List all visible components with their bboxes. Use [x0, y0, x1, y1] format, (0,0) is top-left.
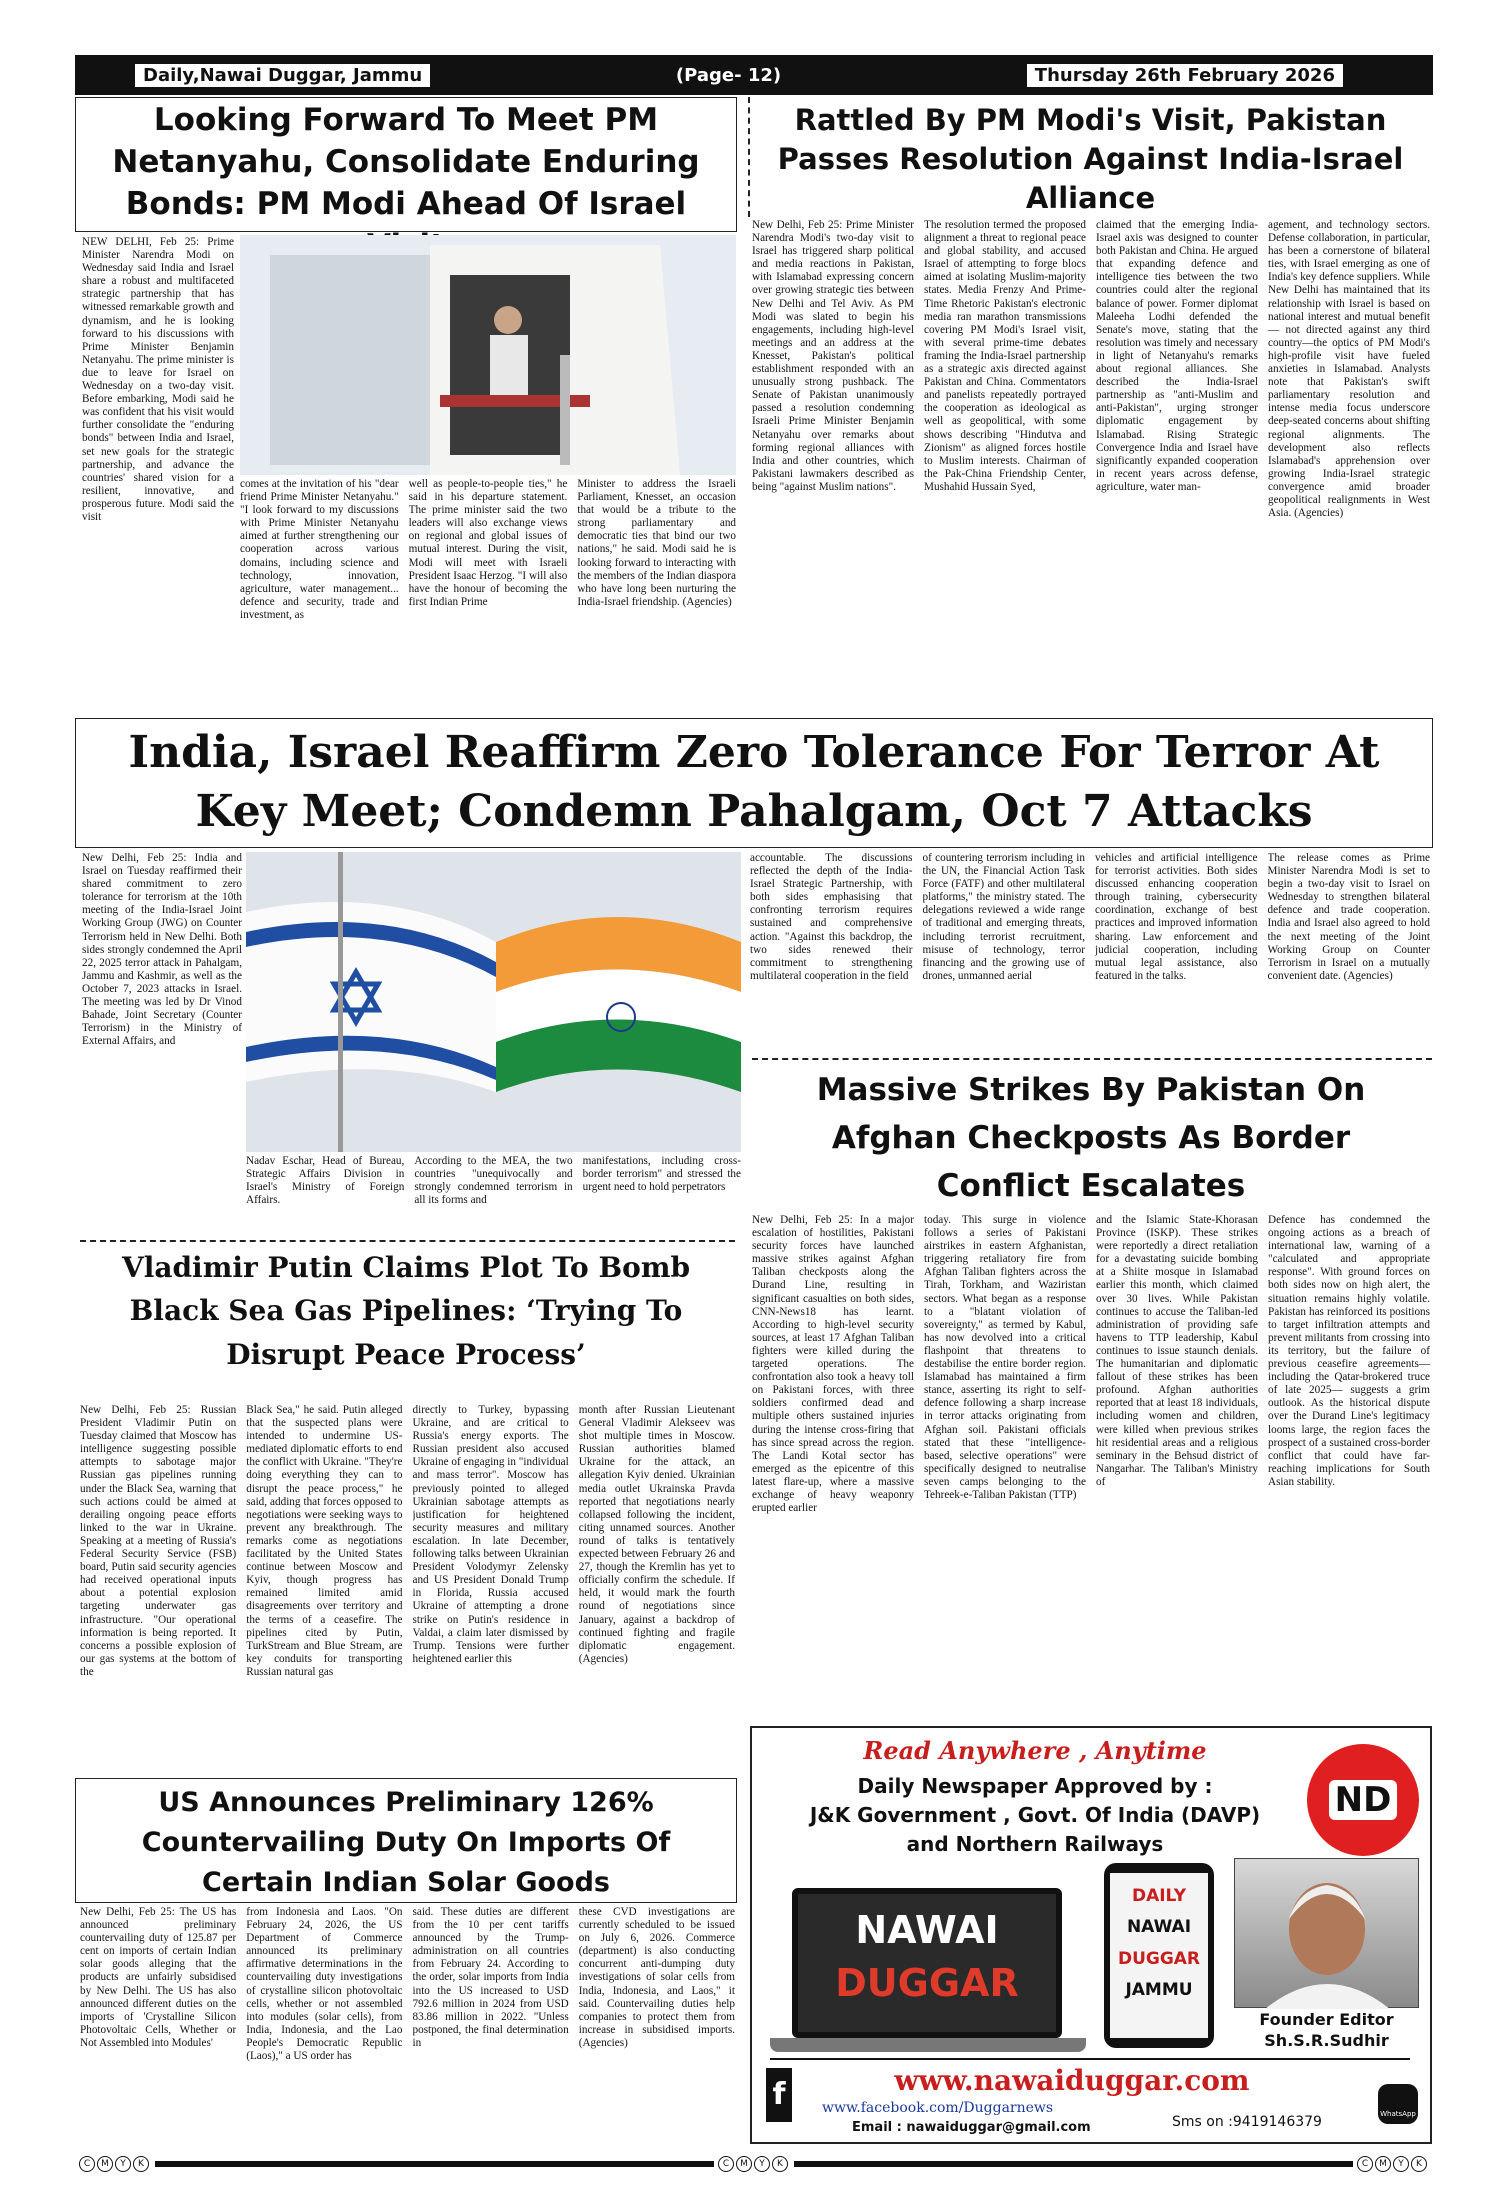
- article-5-col2: Black Sea," he said. Putin alleged that the suspected plans were intended to undermine US-mediated diplomatic efforts to end the conflict with Ukraine. "They're doing everything they can to disrupt the peace process," he said, adding that forces opposed to negotiations were seeking ways to prevent any breakthrough. The remarks come as negotiations facilitated by the United States continue between Moscow and Kyiv, though progress has remained limited amid disagreements over territory and the terms of a ceasefire. The pipelines cited by Putin, TurkStream and Blue Stream, are key conduits for transporting Russian natural gas: [246, 1404, 403, 1678]
- ad-phone-line3: DUGGAR: [1117, 1948, 1201, 1969]
- masthead-bar: [75, 55, 1433, 95]
- whatsapp-label: WhatsApp: [1380, 2110, 1416, 2118]
- article-6-body: [80, 1906, 735, 2136]
- reg-y: Y: [115, 2156, 131, 2172]
- article-6-headline: US Announces Preliminary 126% Countervailing Duty On Imports Of Certain Indian Solar Goods: [141, 1787, 671, 1898]
- article-3-col8: The release comes as Prime Minister Narendra Modi is set to begin a two-day visit to Israel on Wednesday to strengthen bilateral defence and trade cooperation. India and Israel also agreed to hold the next meeting of the Joint Working Group on Counter Terrorism in Israel on a mutually convenient date. (Agencies): [1267, 852, 1430, 982]
- reg-c: C: [1357, 2156, 1373, 2172]
- article-5-col1: New Delhi, Feb 25: Russian President Vladimir Putin on Tuesday claimed that Moscow has intelligence suggesting possible attempts to sabotage major Russian gas pipelines running under the Black Sea, warning that such actions could be aimed at derailing ongoing peace efforts linked to the war in Ukraine. Speaking at a meeting of Russia's Federal Security Service (FSB) board, Putin said security agencies had received operational inputs about a potential explosion targeting underwater gas infrastructure. "Our operational information is being reported. It concerns a possible explosion of our gas systems at the bottom of the: [80, 1404, 237, 1678]
- article-1-headline: Looking Forward To Meet PM Netanyahu, Consolidate Enduring Bonds: PM Modi Ahead Of Israel: [112, 102, 700, 222]
- article-3-body-right: [750, 852, 1430, 1055]
- ad-laptop-line2: DUGGAR: [835, 1961, 1019, 2006]
- ad-laptop-base: [770, 2038, 1086, 2052]
- article-1-photo: [240, 235, 736, 475]
- article-5-col3: directly to Turkey, bypassing Ukraine, and are critical to Russia's energy exports. The Russian president also accused Ukraine of engaging in "individual and mass terror". Moscow has previously pointed to alleged Ukrainian sabotage attempts as justification for heightened security measures and military escalation. In late December, following talks between Ukrainian President Volodymyr Zelensky and US President Donald Trump in Florida, Russia accused Ukraine of attempting a drone strike on Putin's residence in Valdai, a claim later dismissed by Trump. Tensions were further heightened earlier this: [412, 1404, 569, 1665]
- facebook-icon: f: [766, 2068, 792, 2122]
- article-3-col3: According to the MEA, the two countries "unequivocally and strongly condemned terrorism in all its forms and: [414, 1155, 573, 1207]
- masthead-page-number: (Page- 12): [675, 64, 782, 86]
- ad-laptop-screen: [792, 1888, 1062, 2038]
- page-footer: [75, 2152, 1433, 2176]
- article-6-col1: New Delhi, Feb 25: The US has announced preliminary countervailing duty of 125.87 per cent on imports of certain Indian solar goods alleging that the products are unfairly subsidised by New Delhi. The US has also announced different duties on the imports of 'Crystalline Silicon Photovoltaic Cells, Whether or Not Assembled into Modules': [80, 1906, 237, 2049]
- article-2-body: [752, 219, 1430, 715]
- reg-m: M: [97, 2156, 113, 2172]
- reg-y: Y: [1393, 2156, 1409, 2172]
- ad-approved-line2: J&K Government , Govt. Of India (DAVP): [809, 1803, 1261, 1827]
- reg-m: M: [736, 2156, 752, 2172]
- article-4-headline-box: [750, 1060, 1432, 1212]
- ad-approved-line3: and Northern Railways: [906, 1832, 1164, 1856]
- article-2-headline: Rattled By PM Modi's Visit, Pakistan Passes Resolution Against India-Israel Alliance: [777, 103, 1404, 216]
- registration-marks-right: [1353, 2156, 1433, 2172]
- ad-phone-line4: JAMMU: [1125, 1980, 1193, 2001]
- ad-phone: [1104, 1863, 1214, 2048]
- article-6-col2: from Indonesia and Laos. "On February 24, 2026, the US Department of Commerce announced its preliminary affirmative determinations in the countervailing duty investigations of crystalline silicon photovoltaic cells, whether or not assembled into modules (solar cells), from India, Indonesia, and the Lao People's Democratic Republic (Laos)," a US order has: [246, 1906, 403, 2063]
- ad-email[interactable]: Email : nawaiduggar@gmail.com: [852, 2120, 1091, 2135]
- article-4-body: [752, 1214, 1430, 1722]
- article-2-col2: The resolution termed the proposed alignment a threat to regional peace and global stability, and accused Israel of attempting to forge blocs aimed at isolating Muslim-majority states. Media Frenzy And Prime-Time Rhetoric Pakistan's electronic media ran marathon transmissions covering PM Modi's Israel visit, with several prime-time debates framing the India-Israel partnership as a strategic axis directed against Pakistan and China. Commentators and panelists repeatedly portrayed the cooperation as ideological as well as geopolitical, with some shows describing "Hindutva and Zionism" as aligned forces hostile to Muslim interests. Chairman of the Pak-China Friendship Center, Mushahid Hussain Syed,: [924, 219, 1086, 493]
- article-2-col3: claimed that the emerging India-Israel axis was designed to counter both Pakistan and China. He argued that expanding defence and intelligence ties between the two countries could alter the regional balance of power. Former diplomat Maleeha Lodhi defended the Senate's move, stating that the resolution was timely and necessary in light of Netanyahu's remarks about regional alliances. She described the India-Israel partnership as "anti-Muslim and anti-Pakistan", urging stronger diplomatic engagement by Islamabad. Rising Strategic Convergence India and Israel have significantly expanded cooperation in recent years across defense, agriculture, water man-: [1096, 219, 1258, 493]
- article-3-col1: New Delhi, Feb 25: India and Israel on Tuesday reaffirmed their shared commitment to zero tolerance for terrorism at the 10th meeting of the India-Israel Joint Working Group (JWG) on Counter Terrorism held in New Delhi. Both sides strongly condemned the April 22, 2025 terror attack in Pahalgam, Jammu and Kashmir, as well as the October 7, 2023 attacks in Israel. The meeting was led by Dr Vinod Bahade, Joint Secretary (Counter Terrorism) in the Ministry of External Affairs, and: [82, 852, 242, 1048]
- article-3-col5: accountable. The discussions reflected the depth of the India-Israel Strategic Partnership, with both sides emphasising that confronting terrorism requires sustained and comprehensive action. "Against this backdrop, the two sides renewed their commitment to strengthening multilateral cooperation in the field: [750, 852, 913, 982]
- ad-tagline: Read Anywhere , Anytime: [863, 1736, 1207, 1765]
- article-1-col3: well as people-to-people ties," he said in his departure statement. The prime minister said the two leaders will also exchange views on regional and global issues of mutual interest. During the visit, Modi will meet with Israeli President Isaac Herzog. "I will also have the honour of becoming the first Indian Prime: [408, 478, 568, 608]
- article-6-col3: said. These duties are different from the 10 per cent tariffs announced by the Trump-administration on all countries from February 24. According to the order, solar imports from India into the US increased to USD 792.6 million in 2024 from USD 83.86 million in 2022. "Unless postponed, the final determination in: [412, 1906, 569, 2049]
- article-3-col6: of countering terrorism including in the UN, the Financial Action Task Force (FATF) and other multilateral platforms," the ministry stated. The delegations reviewed a wide range of traditional and emerging threats, including terrorist recruitment, misuse of technology, terror financing and the growing use of drones, unmanned aerial: [922, 852, 1085, 982]
- article-5-headline: Vladimir Putin Claims Plot To Bomb Black Sea Gas Pipelines: ‘Trying To Disrupt Peace Process’: [121, 1251, 691, 1371]
- founder-portrait: [1234, 1858, 1419, 2008]
- article-6-col4: these CVD investigations are currently scheduled to be issued on July 6, 2026. Commerce (department) is also conducting concurrent anti-dumping duty investigations of solar cells from India, Indonesia, and Laos," it said. Countervailing duties help companies to protect them from increase in subsidised imports. (Agencies): [578, 1906, 735, 2049]
- article-5-headline-box: [75, 1242, 737, 1402]
- reg-m: M: [1375, 2156, 1391, 2172]
- article-2-col1: New Delhi, Feb 25: Prime Minister Narendra Modi's two-day visit to Israel has triggered sharp political and media reactions in Pakistan, with Islamabad expressing concern over growing strategic ties between New Delhi and Tel Aviv. As PM Modi was slated to begin his engagements, including high-level meetings and an address at the Knesset, Pakistan's political establishment responded with an unusually strong pushback. The Senate of Pakistan unanimously passed a resolution condemning Israeli Prime Minister Benjamin Netanyahu over remarks about forming regional alliances with India and other countries, which Pakistani lawmakers described as being "against Muslim nations".: [752, 219, 914, 493]
- ad-facebook-url[interactable]: www.facebook.com/Duggarnews: [822, 2100, 1054, 2116]
- article-3-col2: Nadav Eschar, Head of Bureau, Strategic Affairs Division in Israel's Ministry of Foreign Affairs.: [246, 1155, 405, 1207]
- registration-marks-left: [75, 2156, 155, 2172]
- whatsapp-icon: [1378, 2084, 1418, 2124]
- article-1-col4: Minister to address the Israeli Parliament, Knesset, an occasion that would be a tribute to the strong parliamentary and democratic ties that bind our two nations," he said. Modi said he is looking forward to interacting with the members of the Indian diaspora who have long been nurturing the India-Israel friendship. (Agencies): [577, 478, 737, 608]
- article-5-body: [80, 1404, 735, 1776]
- masthead-date: Thursday 26th February 2026: [1027, 64, 1343, 87]
- article-4-col2: today. This surge in violence follows a series of Pakistani airstrikes in eastern Afghanistan, triggering retaliatory fire from Afghan Taliban fighters across the Tirah, Torkham, and Waziristan sectors. What began as a response to a "blatant violation of sovereignty," as termed by Kabul, has now devolved into a critical flashpoint that threatens to destabilise the entire border region. Islamabad has maintained a firm stance, asserting its right to self-defence following a sharp increase in terror attacks originating from Afghan soil. Pakistani officials stated that these "intelligence-based, selective operations" were specifically designed to neutralise seven camps belonging to the Tehreek-e-Taliban Pakistan (TTP): [924, 1214, 1086, 1501]
- founder-name: Sh.S.R.Sudhir: [1264, 2030, 1389, 2050]
- reg-y: Y: [754, 2156, 770, 2172]
- reg-c: C: [79, 2156, 95, 2172]
- ad-laptop-line1: NAWAI: [855, 1908, 999, 1952]
- reg-c: C: [718, 2156, 734, 2172]
- registration-marks-center: [714, 2156, 794, 2172]
- article-3-col7: vehicles and artificial intelligence for terrorist activities. Both sides discussed enhancing cooperation through training, cybersecurity coordination, exchange of best practices and improved information sharing. Law enforcement and judicial cooperation, including mutual legal assistance, also featured in the talks.: [1095, 852, 1258, 982]
- founder-title: Founder Editor: [1259, 2010, 1394, 2029]
- ad-website[interactable]: www.nawaiduggar.com: [894, 2064, 1250, 2097]
- ad-sms: Sms on :9419146379: [1172, 2114, 1322, 2130]
- masthead-paper-name: Daily,Nawai Duggar, Jammu: [135, 64, 430, 87]
- article-1-col1: NEW DELHI, Feb 25: Prime Minister Narendra Modi on Wednesday said India and Israel share a robust and multifaceted strategic partnership that has witnessed remarkable growth and dynamism, and he is looking forward to his discussions with Prime Minister Benjamin Netanyahu. The prime minister is due to leave for Israel on Wednesday on a two-day visit. Before embarking, Modi said he was confident that his visit would further consolidate the "enduring bonds" between India and Israel, set new goals for the strategic partnership, and advance the countries' shared vision for a resilient, innovative, and prosperous future. Modi said the visit: [82, 236, 234, 523]
- article-4-col1: New Delhi, Feb 25: In a major escalation of hostilities, Pakistani security forces have launched massive strikes against Afghan Taliban checkposts along the Durand Line, resulting in significant casualties on both sides, CNN-News18 has learnt. According to high-level security sources, at least 17 Afghan Taliban fighters were killed during the targeted operations. The confrontation also took a heavy toll on Pakistani forces, with three soldiers confirmed dead and multiple others sustained injuries during the intense cross-firing that has since spread across the region. The Landi Kotal sector has emerged as the epicentre of this latest flare-up, where a massive exchange of heavy weaponry erupted earlier: [752, 1214, 914, 1515]
- reg-k: K: [133, 2156, 149, 2172]
- article-5-col4: month after Russian Lieutenant General Vladimir Alekseev was shot multiple times in Moscow. Russian authorities blamed Ukraine for the attack, an allegation Kyiv denied. Ukrainian media outlet Ukrainska Pravda reported that negotiations nearly collapsed following the incident, citing unnamed sources. Another round of talks is tentatively expected between February 26 and 27, though the Kremlin has yet to officially confirm the schedule. If held, it would mark the fourth round of negotiations since January, against a backdrop of continued fighting and fragile diplomatic engagement. (Agencies): [578, 1404, 735, 1665]
- article-4-headline: Massive Strikes By Pakistan On Afghan Checkposts As Border Conflict Escalates: [816, 1072, 1366, 1205]
- article-3-flags-photo: [246, 852, 741, 1152]
- article-6-headline-box: [75, 1778, 737, 1903]
- article-3-headline: India, Israel Reaffirm Zero Tolerance For Terror At Key Meet; Condemn Pahalgam, Oct 7 Attacks: [128, 727, 1380, 838]
- ad-approved-line1: Daily Newspaper Approved by :: [857, 1774, 1213, 1798]
- article-1-headline-box: [75, 97, 737, 232]
- article-1-col2: comes at the invitation of his "dear friend Prime Minister Netanyahu." "I look forward to my discussions with Prime Minister Netanyahu aimed at further strengthening our cooperation across various domains, including science and technology, innovation, agriculture, water management... defence and security, trade and investment, as: [240, 478, 399, 621]
- article-3-col4: manifestations, including cross-border terrorism" and stressed the urgent need to hold perpetrators: [582, 1155, 741, 1194]
- article-2-headline-box: [748, 97, 1431, 217]
- article-4-col3: and the Islamic State-Khorasan Province (ISKP). These strikes were reportedly a direct retaliation for a devastating suicide bombing at a Shiite mosque in Islamabad earlier this month, which claimed over 30 lives. While Pakistan continues to accuse the Taliban-led administration of providing safe havens to TTP leadership, Kabul continues to issue staunch denials. The humanitarian and diplomatic fallout of these strikes has been profound. Afghan authorities reported that at least 18 individuals, including women and children, were killed when previous strikes hit residential areas and a religious seminary in the Behsud district of Nangarhar. The Taliban's Ministry of: [1096, 1214, 1258, 1488]
- ad-phone-line2: NAWAI: [1126, 1917, 1192, 1938]
- footer-rule: [794, 2161, 1353, 2167]
- reg-k: K: [772, 2156, 788, 2172]
- article-2-col4: agement, and technology sectors. Defense collaboration, in particular, has been a cornerstone of bilateral ties, with Israel emerging as one of India's key defence suppliers. While New Delhi has maintained that its relationship with Israel is based on national interest and mutual benefit— not directed against any third country—the optics of PM Modi's high-profile visit have fueled anxieties in Islamabad. Analysts note that Pakistan's swift parliamentary resolution and intense media focus underscore deep-seated concerns about shifting regional alignments. The development also reflects Islamabad's apprehension over growing India-Israel strategic convergence amid broader geopolitical realignments in West Asia. (Agencies): [1268, 219, 1430, 520]
- newspaper-advertisement: [750, 1726, 1432, 2144]
- footer-rule: [155, 2161, 714, 2167]
- ad-phone-line1: DAILY: [1131, 1886, 1187, 1906]
- ad-logo-text: ND: [1329, 1780, 1398, 1820]
- reg-k: K: [1411, 2156, 1427, 2172]
- ad-nd-logo: [1307, 1744, 1419, 1856]
- article-3-headline-box: [75, 718, 1433, 848]
- ad-divider: [770, 2058, 1410, 2060]
- article-4-col4: Defence has condemned the ongoing actions as a breach of international law, warning of a "calculated and appropriate response". With ground forces on both sides now on high alert, the situation remains highly volatile. Pakistan has reinforced its positions to target infiltration attempts and prevent militants from crossing into its territory, but the failure of previous ceasefire agreements— including the Qatar-brokered truce of late 2025— suggests a grim outlook. As the historical dispute over the Durand Line's legitimacy looms large, the region faces the prospect of a sustained cross-border conflict that could have far-reaching implications for South Asian stability.: [1268, 1214, 1430, 1488]
